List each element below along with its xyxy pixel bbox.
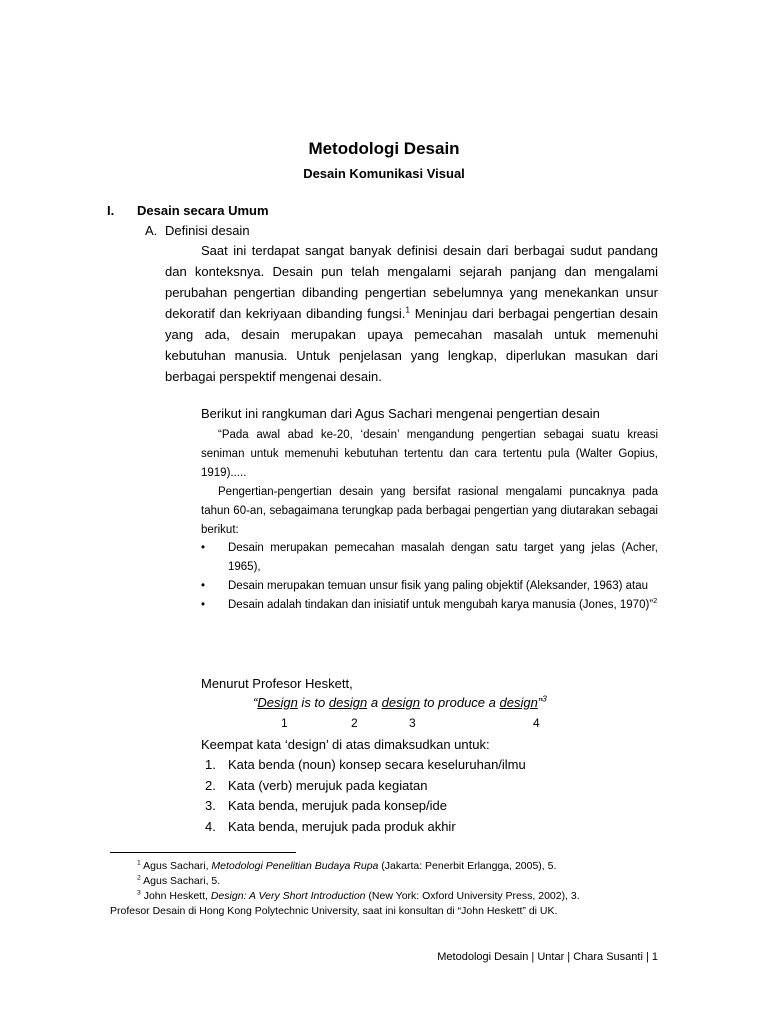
footnote-ref-1: 1 bbox=[405, 304, 411, 315]
definition-paragraph bbox=[165, 240, 658, 387]
list-number: 3. bbox=[205, 798, 216, 813]
footnote-rest: (Jakarta: Penerbit Erlangga, 2005), 5. bbox=[378, 860, 557, 872]
section-number: I. bbox=[107, 203, 115, 218]
word-number: 4 bbox=[533, 716, 540, 730]
summary-intro: Berikut ini rangkuman dari Agus Sachari mengenai pengertian desain bbox=[201, 406, 600, 421]
page-subtitle: Desain Komunikasi Visual bbox=[303, 166, 465, 181]
design-word-3: design bbox=[381, 695, 420, 710]
bullet-icon: • bbox=[201, 542, 206, 554]
list-text: Kata benda, merujuk pada produk akhir bbox=[228, 818, 456, 834]
list-number: 4. bbox=[205, 818, 216, 834]
section-title: Desain secara Umum bbox=[137, 203, 269, 218]
footnote-text: Agus Sachari, 5. bbox=[140, 875, 221, 887]
footnote-separator bbox=[110, 852, 296, 853]
list-text: Kata benda (noun) konsep secara keseluruhan/ilmu bbox=[228, 757, 526, 772]
definition-paragraph-text-b: Meninjau dari berbagai pengertian desain yang ada, desain merupakan upaya pemecahan masalah untuk memenuhi kebutuhan manusia. Untuk penjelasan yang lengkap, diperlukan masukan dari berbagai perspektif mengenai desain. bbox=[165, 306, 658, 384]
design-word-1: Design bbox=[257, 695, 298, 710]
footnote-number: 2 bbox=[137, 874, 141, 882]
word-number: 2 bbox=[351, 716, 358, 730]
footnote-rest: (New York: Oxford University Press, 2002), 3. bbox=[365, 890, 580, 902]
bullet-icon: • bbox=[201, 599, 206, 611]
quote-text-1: is to bbox=[297, 695, 329, 710]
quote-paragraph-2: Pengertian-pengertian desain yang bersifat rasional mengalami puncaknya pada tahun 60-an, sebagaimana terungkap pada berbagai pengertian yang diutarakan sebagai berikut: bbox=[201, 486, 658, 536]
definition-paragraph-text-a: Saat ini terdapat sangat banyak definisi desain dari berbagai sudut pandang dan konteksnya. Desain pun telah mengalami sejarah panjang dan mengalami perubahan pengertian dibanding pengertian sebelumnya yang menekankan unsur dekoratif dan kekriyaan dibanding fungsi. bbox=[165, 243, 658, 321]
footnote-number: 3 bbox=[137, 889, 141, 897]
meanings-list bbox=[201, 757, 526, 839]
bullet-text: Desain merupakan temuan unsur fisik yang paling objektif (Aleksander, 1963) atau bbox=[228, 580, 648, 592]
quote-paragraph-1: “Pada awal abad ke-20, ‘desain’ mengandung pengertian sebagai suatu kreasi seniman untuk memenuhi kebutuhan tertentu dan cara tertentu pula (Walter Gopius, 1919)..... bbox=[201, 429, 658, 479]
list-text: Kata benda, merujuk pada konsep/ide bbox=[228, 798, 447, 813]
meanings-intro: Keempat kata ‘design’ di atas dimaksudkan untuk: bbox=[201, 737, 490, 752]
footnote-author: Agus Sachari, bbox=[140, 860, 212, 872]
page-title: Metodologi Desain bbox=[308, 139, 460, 158]
footnote-work: Design: A Very Short Introduction bbox=[210, 890, 366, 902]
bullet-icon: • bbox=[201, 580, 206, 592]
list-text: Kata (verb) merujuk pada kegiatan bbox=[228, 777, 428, 793]
footnote-work: Metodologi Penelitian Budaya Rupa bbox=[211, 860, 379, 872]
list-number: 1. bbox=[205, 757, 216, 772]
list-item bbox=[201, 778, 526, 799]
quote-text-3: to produce a bbox=[419, 695, 500, 710]
footnote-3 bbox=[137, 890, 580, 902]
list-number: 2. bbox=[205, 777, 216, 793]
heskett-quote bbox=[253, 695, 547, 710]
bullet-text: Desain merupakan pemecahan masalah dengan satu target yang jelas (Acher, 1965), bbox=[228, 542, 658, 573]
footnote-ref-2: 2 bbox=[653, 596, 658, 606]
bullet-text: Desain adalah tindakan dan inisiatif untuk mengubah karya manusia (Jones, 1970)” bbox=[228, 599, 654, 611]
bullet-item bbox=[201, 539, 658, 577]
list-item bbox=[201, 798, 526, 819]
heskett-intro: Menurut Profesor Heskett, bbox=[201, 676, 353, 691]
footnote-ref-3: 3 bbox=[542, 693, 547, 704]
footnote-1 bbox=[137, 860, 556, 872]
definition-bullet-list bbox=[201, 539, 658, 615]
page-footer: Metodologi Desain | Untar | Chara Susanti | 1 bbox=[437, 951, 658, 963]
word-number: 1 bbox=[281, 716, 288, 730]
subsection-title: Definisi desain bbox=[165, 223, 250, 238]
quote-close: ” bbox=[537, 695, 543, 710]
subsection-letter: A. bbox=[145, 223, 158, 238]
bullet-item bbox=[201, 577, 658, 596]
footnote-3-continued: Profesor Desain di Hong Kong Polytechnic University, saat ini konsultan di “John Heskett” di UK. bbox=[110, 905, 558, 917]
list-item bbox=[201, 757, 526, 778]
footnote-2 bbox=[137, 875, 220, 887]
footnote-number: 1 bbox=[137, 859, 141, 867]
design-word-4: design bbox=[499, 695, 538, 710]
list-item bbox=[201, 819, 526, 840]
footnote-author: John Heskett, bbox=[140, 890, 211, 902]
quote-text-2: a bbox=[367, 695, 382, 710]
quote-open: “ bbox=[253, 695, 258, 710]
design-word-2: design bbox=[328, 695, 368, 710]
word-number: 3 bbox=[409, 716, 416, 730]
bullet-item bbox=[201, 596, 658, 615]
